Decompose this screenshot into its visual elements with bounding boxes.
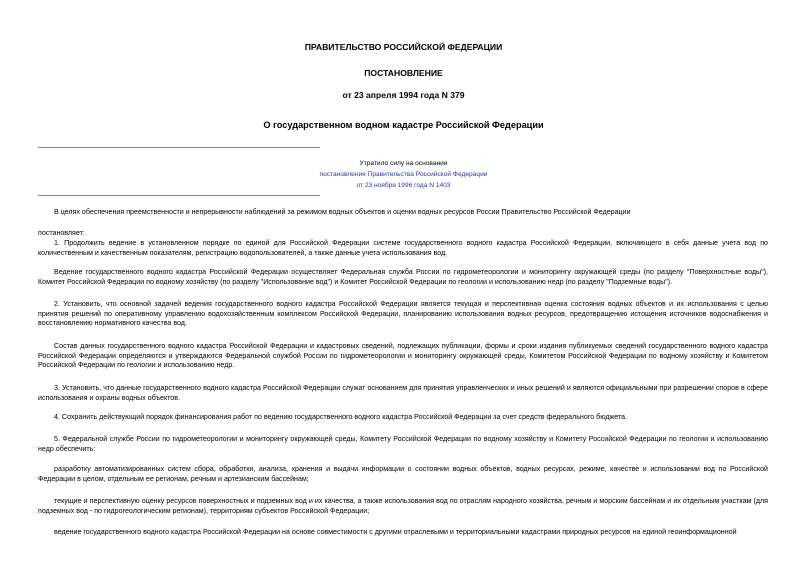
paragraph-item-3: 3. Установить, что данные государственного водного кадастра Российской Федерации служат основанием для принятия управленческих и иных решений и являются официальными при разрешении споров в сфере использования и охраны водных объектов. — [38, 384, 768, 402]
paragraph-item-5: 5. Федеральной службе России по гидрометеорологии и мониторингу окружающей среды, Комитету Российской Федерации по водному хозяйству и Комитету Российской Федерации по геологии и использованию недр обеспечить: — [38, 435, 768, 453]
document-title: О государственном водном кадастре Российской Федерации — [263, 120, 544, 130]
date-number-heading: от 23 апреля 1994 года N 379 — [342, 90, 465, 100]
paragraph-item-1: 1. Продолжить ведение в установленном порядке по единой для Российской Федерации системе государственного водного кадастра Российской Федерации, включающего в себя данные учета вод по количественным и качественным показателям, регистрацию водопользователей, а также данные учета использования вод. — [38, 239, 768, 257]
paragraph-item-5-bullet-3: ведение государственного водного кадастра Российской Федерации на основе совместимости с другими отраслевыми и территориальными кадастрами природных ресурсов на единой геоинформационной — [54, 528, 737, 536]
divider-bottom — [38, 195, 320, 196]
paragraph-item-5-bullet-2: текущие и перспективную оценку ресурсов поверхностных и подземных вод и их качества, а также использования вод по отраслям народного хозяйства, речным и морским бассейнам и их отдельным участкам (для подземных вод - по гидрогеологическим регионам), территориям субъектов Российской Федерации; — [38, 497, 768, 515]
document-type-heading: ПОСТАНОВЛЕНИЕ — [364, 68, 443, 78]
annulment-link-date[interactable]: от 23 ноября 1996 года N 1403 — [356, 182, 451, 189]
paragraph-item-2: 2. Установить, что основной задачей ведения государственного водного кадастра Российской Федерации является текущая и перспективная оценка состояния водных объектов и их использования с целью принятия решений по оперативному управлению водохозяйственным комплексом Российской Федерации, планированию использования водных ресурсов, предотвращению истощения источников водоснабжения и восстановлению нормативного качества вод. — [38, 300, 768, 328]
paragraph-item-5-bullet-1: разработку автоматизированных систем сбора, обработки, анализа, хранения и выдачи информации о состоянии водных объектов, водных ресурсах, режиме, качестве и использовании вод по Российской Федерации в целом, отдельным ее регионам, речным и артезианским бассейнам; — [38, 465, 768, 483]
annulment-link-decree[interactable]: постановления Правительства Российской Федерации — [319, 171, 488, 178]
annulment-note-text: Утратило силу на основании — [359, 160, 448, 167]
paragraph-preamble: В целях обеспечения преемственности и непрерывности наблюдений за режимом водных объектов и оценки водных ресурсов России Правительство Российской Федерации — [54, 208, 631, 216]
paragraph-resolves: постановляет: — [38, 229, 85, 237]
paragraph-item-2-cont: Состав данных государственного водного кадастра Российской Федерации и кадастровых сведений, подлежащих публикации, формы и сроки издания публикуемых сведений государственного водного кадастра Российской Федерации определяются и утверждаются Федеральной службой России по гидрометеорологии и мониторингу окружающей среды, Комитетом Российской Федерации по водному хозяйству и Комитетом Российской Федерации по геологии и использованию недр. — [38, 342, 768, 370]
paragraph-item-4: 4. Сохранить действующий порядок финансирования работ по ведению государственного водного кадастра Российской Федерации за счет средств федерального бюджета. — [54, 413, 628, 421]
government-heading: ПРАВИТЕЛЬСТВО РОССИЙСКОЙ ФЕДЕРАЦИИ — [304, 42, 503, 52]
paragraph-item-1-cont: Ведение государственного водного кадастра Российской Федерации осуществляет Федеральная служба России по гидрометеорологии и мониторингу окружающей среды (по разделу "Поверхностные воды"), Комитет Российской Федерации по водному хозяйству (по разделу "Использование вод") и Комитет Российской Федерации по геологии и использованию недр (по разделу "Подземные воды"). — [38, 268, 768, 286]
divider-top — [38, 147, 320, 148]
